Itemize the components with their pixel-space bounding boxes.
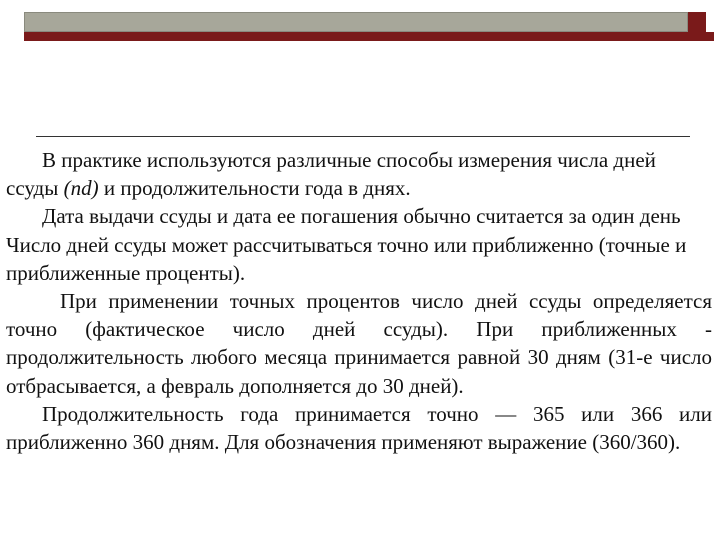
paragraph-1-text-b: и продолжительности года в днях.	[98, 176, 411, 201]
paragraph-3: При применении точных процентов число дней ссуды определяется точно (фактическое число дней ссуды). При приближенных - продолжительность любого месяца принимается равной 30 дням (31-е число отбрасывается, а февраль дополняется до 30 дней).	[6, 289, 712, 398]
header-red-bar	[24, 32, 714, 41]
slide-body	[6, 146, 712, 456]
paragraph-1	[6, 146, 712, 202]
header-gray-bar	[24, 12, 688, 32]
paragraph-2: Дата выдачи ссуды и дата ее погашения обычно считается за один день Число дней ссуды может рассчитываться точно или приближенно (точные и приближенные проценты).	[6, 204, 687, 285]
paragraph-1-italic: (nd)	[63, 176, 99, 201]
title-divider	[36, 136, 690, 137]
paragraph-1-text-a: В практике используются различные способы измерения числа дней ссуды	[6, 148, 656, 201]
header-corner-square	[688, 12, 706, 32]
paragraph-4: Продолжительность года принимается точно — 365 или 366 или приближенно 360 дням. Для обозначения применяют выражение (360/360).	[6, 401, 712, 455]
